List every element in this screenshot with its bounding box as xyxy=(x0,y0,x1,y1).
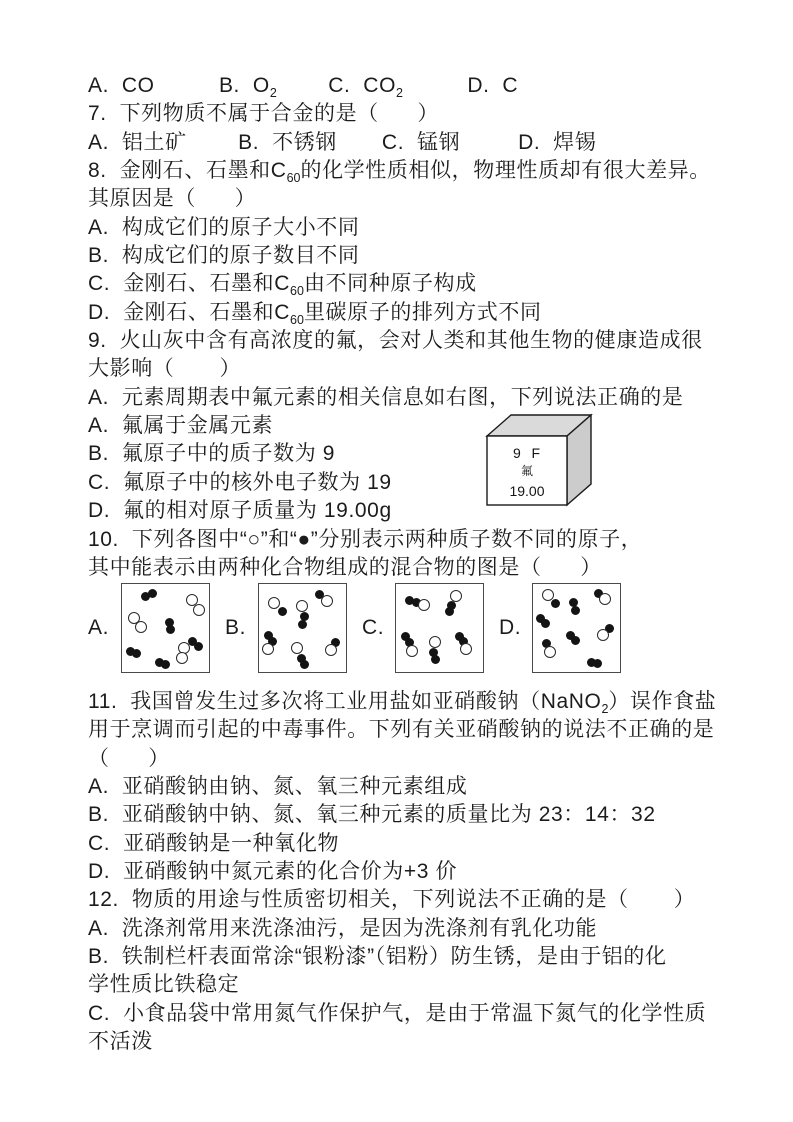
text-segment: A. 洗涤剂常用来洗涤油污，是因为洗涤剂有乳化功能 xyxy=(88,916,598,940)
text-line xyxy=(88,214,768,242)
text-segment: B. 氟原子中的质子数为 9 xyxy=(88,442,336,466)
text-line xyxy=(88,157,768,185)
text-segment: 大影响（ ） xyxy=(88,357,242,381)
text-line xyxy=(88,801,768,829)
subscript-text: 2 xyxy=(269,86,277,101)
text-segment: 8. 金刚石、石墨和C xyxy=(88,159,287,183)
text-line xyxy=(88,554,768,582)
black-atom-icon xyxy=(148,589,157,598)
black-atom-icon xyxy=(445,607,454,616)
text-segment: D. C xyxy=(402,74,519,97)
fluorine-periodic-tile xyxy=(484,410,598,510)
molecule-box xyxy=(395,583,484,673)
text-line xyxy=(88,440,768,468)
option-label: D. xyxy=(499,616,522,639)
element-name: 氟 xyxy=(520,464,534,478)
black-atom-icon xyxy=(541,619,550,628)
question-text-block-top xyxy=(88,72,768,582)
white-atom-icon xyxy=(321,595,333,607)
text-segment: 学性质比铁稳定 xyxy=(88,973,240,997)
text-segment: 12. 物质的用途与性质密切相关，下列说法不正确的是（ ） xyxy=(88,888,696,912)
text-line xyxy=(88,1028,768,1056)
text-line xyxy=(88,745,768,773)
element-atomic-mass: 19.00 xyxy=(509,483,545,499)
text-segment: B. 亚硝酸钠中钠、氮、氧三种元素的质量比为 23：14：32 xyxy=(88,803,656,827)
black-atom-icon xyxy=(278,607,287,616)
white-atom-icon xyxy=(599,593,611,605)
option-label: A. xyxy=(88,616,110,639)
subscript-text: 2 xyxy=(396,86,403,101)
element-number-symbol: 9 F xyxy=(512,445,542,461)
text-line xyxy=(88,497,768,525)
white-atom-icon xyxy=(429,636,441,648)
text-segment: （ ） xyxy=(88,746,170,770)
white-atom-icon xyxy=(268,597,280,609)
black-atom-icon xyxy=(166,625,175,634)
subscript-text: 60 xyxy=(290,312,304,327)
text-line xyxy=(88,129,768,157)
text-line xyxy=(88,971,768,999)
text-line xyxy=(88,412,768,440)
text-segment: 10. 下列各图中“○”和“●”分别表示两种质子数不同的原子， xyxy=(88,527,643,551)
black-atom-icon xyxy=(571,606,580,615)
text-line xyxy=(88,72,768,100)
q10-option-d xyxy=(499,583,621,673)
q10-option-b xyxy=(225,583,347,673)
text-line xyxy=(88,915,768,943)
option-label: B. xyxy=(225,616,247,639)
text-line xyxy=(88,943,768,971)
text-line xyxy=(88,773,768,801)
text-segment: ）误作食盐 xyxy=(608,690,717,713)
text-line xyxy=(88,830,768,858)
text-line xyxy=(88,355,768,383)
text-segment: A. CO B. O xyxy=(88,74,270,97)
text-segment: 由不同种原子构成 xyxy=(303,272,477,296)
text-line xyxy=(88,299,768,327)
subscript-text: 60 xyxy=(286,171,301,186)
subscript-text: 60 xyxy=(290,284,304,299)
text-segment: C. 氟原子中的核外电子数为 19 xyxy=(88,470,392,494)
text-segment: C. 金刚石、石墨和C xyxy=(88,272,291,296)
black-atom-icon xyxy=(132,649,141,658)
text-line xyxy=(88,242,768,270)
black-atom-icon xyxy=(551,599,560,608)
text-segment: 9. 火山灰中含有高浓度的氟，会对人类和其他生物的健康造成很 xyxy=(88,329,703,353)
text-line xyxy=(88,526,768,554)
text-segment: 其原因是（ ） xyxy=(88,187,257,211)
white-atom-icon xyxy=(597,629,609,641)
white-atom-icon xyxy=(262,643,274,655)
white-atom-icon xyxy=(135,621,147,633)
white-atom-icon xyxy=(193,604,205,616)
text-line xyxy=(88,688,768,716)
text-segment: 里碳原子的排列方式不同 xyxy=(303,300,542,324)
q10-option-c xyxy=(362,583,484,673)
text-segment: 不活泼 xyxy=(88,1030,153,1054)
black-atom-icon xyxy=(593,659,602,668)
text-line xyxy=(88,185,768,213)
question-text-block-bottom xyxy=(88,688,768,1056)
black-atom-icon xyxy=(161,660,170,669)
text-segment: D. 氟的相对原子质量为 19.00g xyxy=(88,499,392,523)
text-segment: A. 元素周期表中氟元素的相关信息如右图，下列说法正确的是 xyxy=(88,385,684,409)
text-segment: A. 铝土矿 B. 不锈钢 C. 锰钢 D. 焊锡 xyxy=(88,130,597,154)
text-line xyxy=(88,886,768,914)
text-segment: 用于烹调而引起的中毒事件。下列有关亚硝酸钠的说法不正确的是 xyxy=(88,718,715,742)
text-segment: C. 小食品袋中常用氮气作保护气，是由于常温下氮气的化学性质 xyxy=(88,1001,707,1025)
q10-option-a xyxy=(88,583,210,673)
text-segment: 的化学性质相似，物理性质却有很大差异。 xyxy=(300,159,711,183)
black-atom-icon xyxy=(298,620,307,629)
text-segment: C. 亚硝酸钠是一种氧化物 xyxy=(88,831,340,855)
text-segment: 其中能表示由两种化合物组成的混合物的图是（ ） xyxy=(88,555,602,579)
text-line xyxy=(88,716,768,744)
black-atom-icon xyxy=(431,655,440,664)
text-segment: 7. 下列物质不属于合金的是（ ） xyxy=(88,102,439,126)
text-line xyxy=(88,100,768,128)
white-atom-icon xyxy=(296,600,308,612)
white-atom-icon xyxy=(418,599,430,611)
text-segment: B. 构成它们的原子数目不同 xyxy=(88,244,360,268)
text-segment: 11. 我国曾发生过多次将工业用盐如亚硝酸钠（NaNO xyxy=(88,690,602,713)
text-line xyxy=(88,858,768,886)
white-atom-icon xyxy=(291,642,303,654)
black-atom-icon xyxy=(300,660,309,669)
white-atom-icon xyxy=(406,645,418,657)
text-segment: C. CO xyxy=(276,74,397,97)
text-line xyxy=(88,469,768,497)
text-segment: A. 构成它们的原子大小不同 xyxy=(88,215,360,239)
black-atom-icon xyxy=(194,642,203,651)
text-line xyxy=(88,327,768,355)
text-segment: D. 金刚石、石墨和C xyxy=(88,300,291,324)
molecule-box xyxy=(258,583,347,673)
white-atom-icon xyxy=(325,644,337,656)
text-segment: A. 亚硝酸钠由钠、氮、氧三种元素组成 xyxy=(88,775,468,799)
option-label: C. xyxy=(362,616,385,639)
white-atom-icon xyxy=(176,652,188,664)
text-line xyxy=(88,384,768,412)
text-line xyxy=(88,270,768,298)
black-atom-icon xyxy=(571,636,580,645)
subscript-text: 2 xyxy=(601,702,609,717)
text-segment: D. 亚硝酸钠中氮元素的化合价为+3 价 xyxy=(88,860,458,884)
text-line xyxy=(88,1000,768,1028)
white-atom-icon xyxy=(544,646,556,658)
q10-diagram-row xyxy=(88,583,636,673)
text-segment: B. 铁制栏杆表面常涂“银粉漆”（铝粉）防生锈，是由于铝的化 xyxy=(88,945,667,969)
text-segment: A. 氟属于金属元素 xyxy=(88,414,274,438)
molecule-box xyxy=(532,583,621,673)
molecule-box xyxy=(121,583,210,673)
white-atom-icon xyxy=(460,643,472,655)
